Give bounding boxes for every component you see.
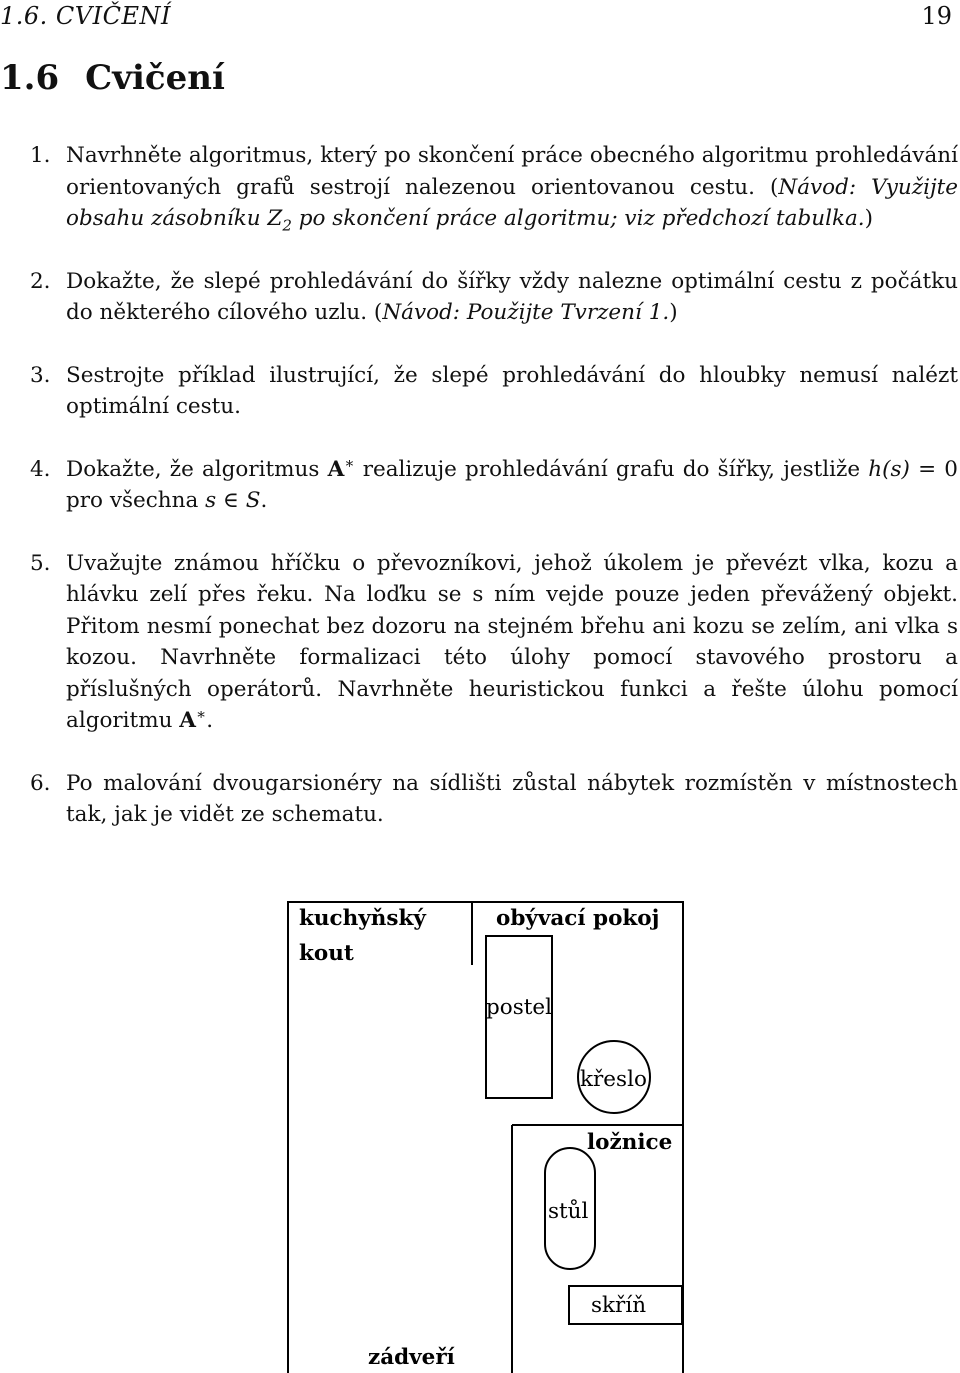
exercise-text-part: Dokažte, že algoritmus [66,456,328,482]
exercise-text-part: Uvažujte známou hříčku o převozníkovi, jehož úkolem je převézt vlka, kozu a hlávku zelí přes řeku. Na loďku se s ním vejde pouze jeden převážený objekt. Přitom nesmí ponechat bez dozoru na stejném břehu ani kozu se zelím, ani vlka s kozou. Navrhněte formalizaci této úlohy pomocí stavového prostoru a příslušných operátorů. Navrhněte heuristickou funkci a řešte úlohu pomocí algoritmu [66,550,958,733]
room-label-living-room: obývací pokoj [496,906,660,931]
math-expression: h(s) [868,456,910,482]
furniture-label-bed: postel [486,995,552,1020]
exercise-text-part: realizuje prohledávání grafu do šířky, jestliže [354,456,869,482]
algorithm-name: A [327,456,345,482]
furniture-label-wardrobe: skříň [591,1293,647,1318]
exercise-text-part: Dokažte, že slepé prohledávání do šířky vždy nalezne optimální cestu z počátku do některého cílového uzlu. ( [66,268,958,325]
furniture-label-armchair: křeslo [580,1067,647,1092]
hint-text: Návod: Využijte obsahu zásobníku Z [66,174,958,231]
exercise-text-part: ) [669,300,678,325]
exercise-number: 2. [30,268,51,294]
exercise-text-part: . [260,488,268,513]
superscript: ∗ [344,453,355,472]
exercise-number: 6. [30,770,51,796]
exercise-text: Po malování dvougarsionéry na sídlišti zůstal nábytek rozmístěn v místnostech tak, jak je vidět ze schematu. [66,770,958,827]
exercise-number: 3. [30,362,51,388]
hint-text: po skončení práce algoritmu; viz předchozí tabulka. [291,206,865,231]
subscript: 2 [282,216,292,235]
room-label-hall: zádveří [368,1345,455,1370]
furniture-label-table: stůl [548,1199,589,1224]
section-number: 1.6 [0,58,60,98]
exercise-number: 5. [30,550,51,576]
exercise-text: Sestrojte příklad ilustrující, že slepé prohledávání do hloubky nemusí nalézt optimální cestu. [66,362,958,419]
hint-text: Návod: Použijte Tvrzení 1. [382,300,670,325]
section-title-text: Cvičení [85,58,225,98]
page-number: 19 [921,2,952,30]
exercise-text-part: ) [864,206,874,231]
math-expression: s ∈ S [205,488,261,513]
room-label-kitchen: kuchyňský [299,906,426,931]
exercise-number: 1. [30,143,51,168]
exercise-text-part: . [206,708,214,733]
exercise-text-part: Navrhněte algoritmus, který po skončení práce obecného algoritmu prohledávání orientovaných grafů sestrojí nalezenou orientovanou cestu. ( [66,143,958,200]
room-label-kitchen: kout [299,941,354,966]
superscript: ∗ [195,704,207,723]
algorithm-name: A [179,708,196,733]
running-header-section: 1.6. CVIČENÍ [0,2,171,30]
exercise-number: 4. [30,456,51,482]
exercise-text-part: = 0 pro všechna [66,456,958,513]
room-label-bedroom: ložnice [587,1130,673,1155]
